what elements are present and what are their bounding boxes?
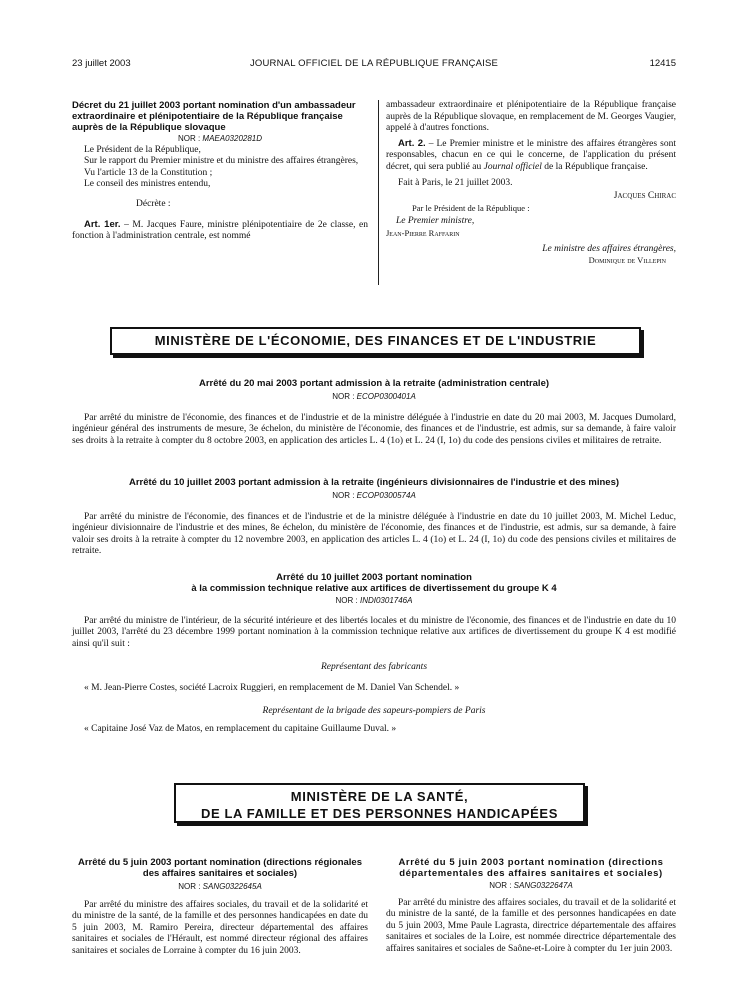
decret-decrete: Décrète :: [136, 198, 171, 209]
decret-continuation: ambassadeur extraordinaire et plénipotentiaire de la République française auprès de la République slovaque, en remplacement de M. Georges Vaugier, appelé à d'autres fonctions.: [386, 100, 676, 134]
decret-pm-name: Jean-Pierre Raffarin: [386, 227, 460, 238]
decret-article-1: Art. 1er. – M. Jacques Faure, ministre plénipotentiaire de 2e classe, en fonction à l'administration centrale, est nommé: [72, 218, 368, 242]
decret-p3: Vu l'article 13 de la Constitution ;: [84, 167, 213, 178]
header-date: 23 juillet 2003: [72, 58, 131, 69]
decret-signer: Jacques Chirac: [613, 191, 676, 202]
arrete-4-body: Par arrêté du ministre des affaires sociales, du travail et de la solidarité et du ministre de la santé, de la famille et des personnes handicapées en date du 5 juin 2003, M. Ramiro Pereira, directeur départemental des affaires sanitaires et sociales de l'Hérault, est nommé directeur régional des affaires sanitaires et sociales de Lorraine à compter du 16 juin 2003.: [72, 899, 368, 956]
decret-nor: NOR : MAEA0320281D: [177, 134, 263, 143]
arrete-3: [72, 572, 676, 736]
decret-p1: Le Président de la République,: [84, 144, 201, 155]
arrete-4-title: Arrêté du 5 juin 2003 portant nomination (directions régionales des affaires sanitaires et sociales): [78, 857, 362, 879]
page-header: [72, 58, 676, 72]
arrete-4-nor: NOR : SANG0322645A: [178, 882, 262, 891]
arrete-5-nor: NOR : SANG0322647A: [489, 881, 573, 890]
arrete-3-subheading-2: Représentant de la brigade des sapeurs-pompiers de Paris: [262, 705, 486, 716]
arrete-3-title-line1: Arrêté du 10 juillet 2003 portant nomination: [276, 572, 472, 583]
arrete-1-nor: NOR : ECOP0300401A: [332, 392, 416, 401]
decret-title: Décret du 21 juillet 2003 portant nomination d'un ambassadeur extraordinaire et plénipotentiaire de la République française auprès de la République slovaque: [72, 100, 356, 133]
arrete-1-body: Par arrêté du ministre de l'économie, des finances et de l'industrie et de la ministre déléguée à l'industrie en date du 20 mai 2003, M. Jacques Dumolard, ingénieur général des instruments de mesure, 3e échelon, du ministère de l'économie, des finances et de l'industrie, est admis, sur sa demande, à faire valoir ses droits à la retraite à compter du 8 octobre 2003, en application des articles L. 4 (1o) et L. 24 (I, 1o) du code des pensions civiles et militaires de retraite.: [72, 412, 676, 446]
arrete-5-title: Arrêté du 5 juin 2003 portant nomination (directions départementales des affaires sanitaires et sociales): [398, 857, 664, 879]
decret-right-column: [386, 100, 676, 267]
arrete-2-nor: NOR : ECOP0300574A: [332, 491, 416, 500]
arrete-3-subheading-1: Représentant des fabricants: [320, 662, 428, 673]
decret-minister-title: Le ministre des affaires étrangères,: [542, 243, 676, 254]
decret-fait: Fait à Paris, le 21 juillet 2003.: [398, 177, 513, 188]
ministere-sante-banner: [174, 783, 585, 823]
arrete-5: [386, 857, 676, 956]
header-journal-title: JOURNAL OFFICIEL DE LA RÉPUBLIQUE FRANÇAISE: [249, 58, 499, 69]
decret-pm-title: Le Premier ministre,: [396, 216, 475, 227]
header-page-number: 12415: [649, 58, 676, 69]
ministere-sante-line1: MINISTÈRE DE LA SANTÉ,: [290, 789, 469, 804]
decret-p2: Sur le rapport du Premier ministre et du ministre des affaires étrangères,: [84, 156, 359, 167]
decret-article-2: Art. 2. – Le Premier ministre et le ministre des affaires étrangères sont responsables, chacun en ce qui le concerne, de l'application du présent décret, qui sera publié au Journal officiel de la République française.: [386, 137, 676, 172]
decret-minister-name: Dominique de Villepin: [588, 255, 666, 266]
arrete-5-body: Par arrêté du ministre des affaires sociales, du travail et de la solidarité et du ministre de la santé, de la famille et des personnes handicapées en date du 5 juin 2003, Mme Paule Lagrasta, directrice départementale des affaires sanitaires et sociales de la Loire, est nommée directrice départementale des affaires sanitaires et sociales de Saône-et-Loire à compter du 1er juin 2003.: [386, 897, 676, 954]
arrete-1-title: Arrêté du 20 mai 2003 portant admission à la retraite (administration centrale): [198, 378, 550, 389]
ministere-economie-banner: MINISTÈRE DE L'ÉCONOMIE, DES FINANCES ET DE L'INDUSTRIE: [110, 327, 641, 355]
arrete-2-title: Arrêté du 10 juillet 2003 portant admission à la retraite (ingénieurs divisionnaires de l'industrie et des mines): [128, 477, 620, 488]
decret-par-president: Par le Président de la République :: [412, 202, 530, 213]
arrete-3-item-1: « M. Jean-Pierre Costes, société Lacroix Ruggieri, en remplacement de M. Daniel Van Schendel. »: [84, 682, 460, 693]
arrete-3-body: Par arrêté du ministre de l'intérieur, de la sécurité intérieure et des libertés locales et du ministre de l'économie, des finances et de l'industrie en date du 10 juillet 2003, l'arrêté du 23 décembre 1999 portant nomination à la commission technique relative aux artifices de divertissement du groupe K 4 est modifié ainsi qu'il suit :: [72, 615, 676, 649]
arrete-3-title-line2: à la commission technique relative aux artifices de divertissement du groupe K 4: [191, 583, 557, 594]
column-divider: [378, 100, 379, 285]
arrete-2-body: Par arrêté du ministre de l'économie, des finances et de l'industrie et de la ministre déléguée à l'industrie en date du 10 juillet 2003, M. Michel Leduc, ingénieur divisionnaire de l'industrie et des mines, 8e échelon, du ministère de l'économie, des finances et de l'industrie, est admis, sur sa demande, à faire valoir ses droits à la retraite à compter du 12 novembre 2003, en application des articles L. 4 (1o) et L. 24 (I, 1o) du code des pensions civiles et militaires de retraite.: [72, 511, 676, 557]
ministere-sante-line2: DE LA FAMILLE ET DES PERSONNES HANDICAPÉES: [201, 806, 558, 821]
arrete-1: [72, 378, 676, 447]
arrete-3-item-2: « Capitaine José Vaz de Matos, en remplacement du capitaine Guillaume Duval. »: [84, 724, 397, 735]
arrete-4: [72, 857, 368, 958]
arrete-2: [72, 477, 676, 558]
decret-left-column: [72, 100, 368, 243]
decret-p4: Le conseil des ministres entendu,: [84, 179, 211, 190]
arrete-3-nor: NOR : INDI0301746A: [335, 596, 413, 605]
